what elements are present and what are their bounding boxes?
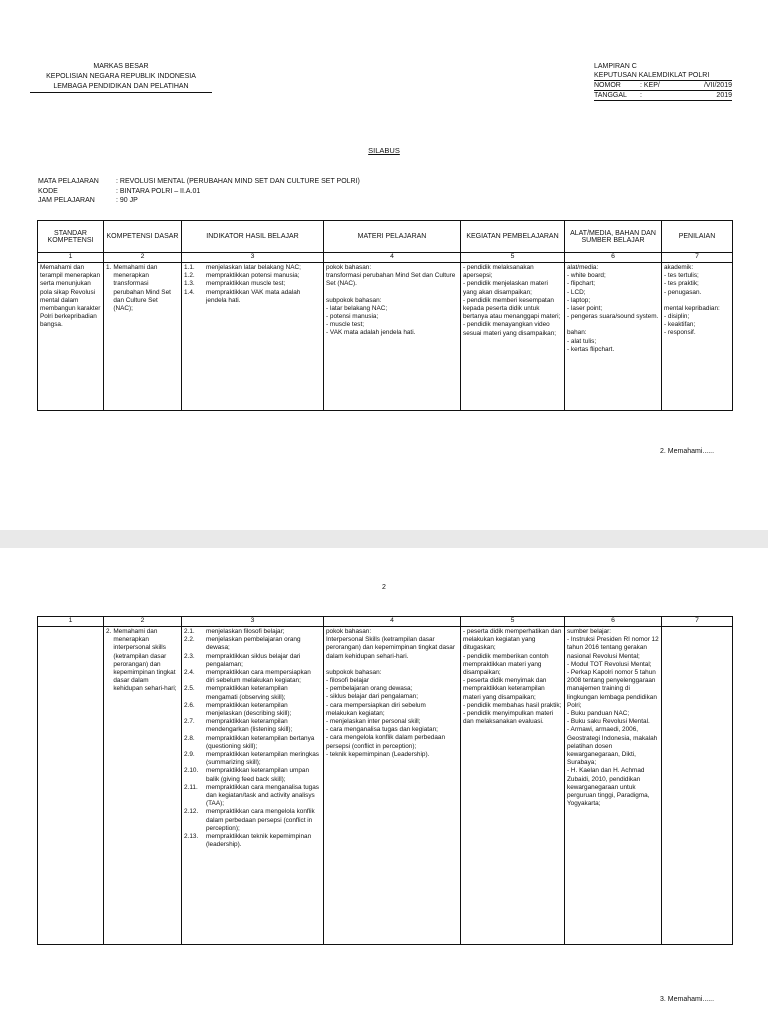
lampiran-label: LAMPIRAN C: [594, 63, 637, 70]
cell-line: - potensi manusia;: [326, 313, 379, 321]
col-header: INDIKATOR HASIL BELAJAR: [182, 221, 324, 253]
col-number: 5: [461, 617, 565, 627]
indikator-number: 2.2.: [184, 636, 195, 644]
tanggal-tail: 2019: [716, 92, 732, 99]
cell-line: bahan:: [567, 329, 587, 337]
table-row: [38, 263, 733, 411]
cell-line: pokok bahasan:: [326, 628, 372, 635]
indikator-list: [182, 263, 324, 411]
meta-value: : 90 JP: [116, 197, 138, 204]
cell-line: - pendidik menyimpulkan materi dan melaksanakan evaluasi.: [463, 710, 554, 726]
cell-line: - Perkap Kapolri nomor 5 tahun 2008 tentang penyelenggaraan manajemen training di lingkungan lembaga pendidikan Polri;: [567, 669, 657, 709]
cell-line: subpokok bahasan:: [326, 296, 382, 304]
indikator-number: 2.12.: [184, 808, 199, 816]
cell-line: - pendidik memberi kesempatan kepada peserta didik untuk bertanya atau menanggapi materi;: [463, 296, 561, 321]
indikator-number: 2.3.: [184, 652, 195, 660]
indikator-text: mempraktikkan keterampilan bertanya (questioning skill);: [206, 734, 315, 750]
cell-line: - pendidik melaksanakan apersepsi;: [463, 264, 534, 280]
indikator-number: 2.9.: [184, 751, 195, 759]
cell-line: - flipchart;: [567, 280, 596, 288]
indikator-item: [184, 808, 321, 833]
indikator-text: mempraktikkan keterampilan menjelaskan (describing skill);: [206, 701, 292, 718]
cell-line: akademik:: [664, 264, 694, 271]
col-number: 4: [324, 253, 461, 263]
indikator-number: 1.2.: [184, 272, 195, 280]
cell-line: alat/media:: [567, 264, 599, 271]
tanggal-label: TANGGAL: [594, 92, 627, 99]
indikator-text: mempraktikkan cara mempersiapkan diri sebelum melakukan kegiatan;: [206, 669, 311, 685]
cell-line: subpokok bahasan:: [326, 668, 382, 676]
alat-list: [565, 627, 662, 945]
indikator-item: [184, 264, 321, 272]
indikator-item: [184, 628, 321, 636]
tanggal-value: :: [640, 92, 642, 99]
cell-line: - tes praktik;: [664, 280, 699, 288]
cell-line: [326, 661, 458, 669]
col-header: MATERI PELAJARAN: [324, 221, 461, 253]
indikator-item: [184, 751, 321, 767]
cell-line: - laser point;: [567, 305, 603, 313]
indikator-item: [184, 718, 321, 734]
indikator-text: mempraktikkan cara menganalisa tugas dan kegiatan/task and activity analisys (TAA);: [206, 783, 319, 808]
cell-line: - siklus belajar dari pengalaman;: [326, 693, 419, 701]
kompetensi-dasar: Memahami dan menerapkan interpersonal skills (ketrampilan dasar perorangan) dan kepemimpinan tingkat dasar dalam kehidupan sehari-hari;: [113, 628, 177, 693]
cell-line: - H. Kaelan dan H. Achmad Zubaidi, 2010, pendidikan kewarganegaraan untuk perguruan tinggi, Paradigma, Yogyakarta;: [567, 767, 650, 808]
indikator-item: [184, 636, 321, 652]
cell-line: pokok bahasan:: [326, 264, 372, 271]
cell-line: - alat tulis;: [567, 337, 597, 345]
indikator-item: [184, 735, 321, 751]
page-number: 2: [382, 584, 386, 591]
indikator-number: 1.3.: [184, 280, 195, 288]
syllabus-table-1: [37, 220, 733, 411]
cell-line: - VAK mata adalah jendela hati.: [326, 329, 416, 337]
col-number: 3: [182, 617, 324, 627]
cell-line: - responsif.: [664, 329, 696, 337]
kegiatan-list: [461, 263, 565, 411]
indikator-text: menjelaskan pembelajaran orang dewasa;: [206, 636, 301, 652]
indikator-item: [184, 653, 321, 669]
cell-line: mental kepribadian:: [664, 304, 720, 312]
header-line-1: MARKAS BESAR: [93, 63, 149, 70]
indikator-number: 2.4.: [184, 669, 195, 677]
indikator-item: [184, 289, 321, 305]
indikator-text: mempraktikkan teknik kepemimpinan (leadership).: [206, 833, 312, 849]
kd-number: 1.: [106, 264, 112, 271]
cell-line: - LCD;: [567, 288, 586, 296]
indikator-number: 2.6.: [184, 701, 195, 709]
cell-line: - kertas flipchart.: [567, 345, 615, 353]
indikator-text: mempraktikkan muscle test;: [206, 280, 286, 288]
penilaian-empty: [662, 627, 733, 945]
col-number: 7: [662, 253, 733, 263]
standar-kompetensi-empty: [38, 627, 104, 945]
indikator-number: 2.13.: [184, 833, 199, 841]
cell-line: - tes tertulis;: [664, 272, 699, 280]
page-2: [0, 548, 768, 1024]
indikator-item: [184, 767, 321, 783]
meta-value: : REVOLUSI MENTAL (PERUBAHAN MIND SET DAN CULTURE SET POLRI): [116, 178, 360, 185]
nomor-label: NOMOR: [594, 82, 621, 89]
cell-line: - pendidik menayangkan video sesuai materi yang disampaikan;: [463, 321, 557, 337]
indikator-number: 2.11.: [184, 783, 198, 791]
standar-kompetensi: Memahami dan terampil menerapkan serta menunjukan pola sikap Revolusi mental dalam membangun karakter Polri berkepribadian bangsa.: [40, 264, 101, 329]
nomor-tail: /VII/2019: [703, 82, 732, 89]
cell-line: - pengeras suara/sound system.: [567, 313, 659, 321]
syllabus-table-2: [37, 616, 733, 945]
nomor-value: : KEP/: [640, 82, 660, 89]
col-header: STANDAR KOMPETENSI: [38, 221, 104, 253]
cell-line: - Armawi, armaedi, 2006, Geostrategi Indonesia, makalah pelatihan dosen kewarganegaraan, Dikti, Surabaya;: [567, 726, 658, 767]
cell-line: - muscle test;: [326, 321, 364, 329]
indikator-text: mempraktikkan keterampilan mengamati (observing skill);: [206, 685, 288, 701]
indikator-item: [184, 702, 321, 718]
cell-line: - pembelajaran orang dewasa;: [326, 685, 413, 693]
col-number: 2: [104, 617, 182, 627]
col-number: 7: [662, 617, 733, 627]
header-line-3: LEMBAGA PENDIDIKAN DAN PELATIHAN: [30, 82, 212, 93]
indikator-item: [184, 833, 321, 849]
indikator-text: mempraktikkan VAK mata adalah jendela hati.: [206, 288, 301, 304]
meta-key: MATA PELAJARAN: [38, 178, 99, 185]
cell-line: Interpersonal Skills (ketrampilan dasar perorangan) dan kepemimpinan tingkat dasar dalam kehidupan sehari-hari.: [326, 636, 455, 660]
indikator-list: [182, 627, 324, 945]
cell-line: - keaktifan;: [664, 321, 696, 329]
cell-line: - peserta didik menyimak dan mempraktikkan keterampilan materi yang disampaikan;: [463, 677, 547, 701]
meta-key: KODE: [38, 187, 58, 195]
indikator-item: [184, 669, 321, 685]
materi-list: [324, 263, 461, 411]
keputusan-label: KEPUTUSAN KALEMDIKLAT POLRI: [594, 72, 710, 79]
kompetensi-dasar: Memahami dan menerapkan transformasi perubahan Mind Set dan Culture Set (NAC);: [113, 264, 171, 313]
header-line-2: KEPOLISIAN NEGARA REPUBLIK INDONESIA: [46, 73, 196, 80]
cell-line: sumber belajar:: [567, 628, 612, 635]
cell-line: - teknik kepemimpinan (Leadership).: [326, 750, 430, 758]
cell-line: - white board;: [567, 272, 606, 280]
cell-line: - filosofi belajar: [326, 677, 369, 685]
cell-line: - Buku panduan NAC;: [567, 710, 630, 718]
col-header: KOMPETENSI DASAR: [104, 221, 182, 253]
cell-line: - disiplin;: [664, 313, 690, 321]
col-number: 2: [104, 253, 182, 263]
indikator-item: [184, 272, 321, 280]
cell-line: - pendidik membahas hasil praktik;: [463, 701, 562, 709]
cell-line: - penugasan.: [664, 288, 702, 296]
col-header: KEGIATAN PEMBELAJARAN: [461, 221, 565, 253]
indikator-number: 2.7.: [184, 718, 195, 726]
indikator-item: [184, 685, 321, 701]
cell-line: - peserta didik memperhatikan dan melakukan kegiatan yang ditugaskan;: [463, 628, 562, 652]
col-number: 4: [324, 617, 461, 627]
table-row: [38, 627, 733, 945]
col-number: 1: [38, 617, 104, 627]
kd-number: 2.: [106, 628, 112, 635]
cell-line: - latar belakang NAC;: [326, 304, 388, 312]
continuation-note: 2. Memahami......: [660, 448, 715, 455]
cell-line: - cara mengelola konflik dalam perbedaan persepsi (conflict in perception);: [326, 734, 446, 750]
cell-line: - Modul TOT Revolusi Mental;: [567, 660, 652, 668]
cell-line: [326, 289, 458, 297]
cell-line: - menjelaskan inter personal skill;: [326, 718, 421, 726]
col-number: 6: [565, 253, 662, 263]
cell-line: - laptop;: [567, 296, 591, 304]
cell-line: - cara menganalisa tugas dan kegiatan;: [326, 726, 438, 734]
cell-line: - Buku saku Revolusi Mental.: [567, 718, 650, 726]
document-title: SILABUS: [368, 146, 400, 155]
indikator-number: 2.5.: [184, 685, 195, 693]
indikator-number: 1.4.: [184, 288, 195, 296]
cell-line: [567, 321, 659, 329]
col-number: 5: [461, 253, 565, 263]
indikator-text: menjelaskan filosofi belajar;: [206, 628, 285, 635]
indikator-number: 2.10.: [184, 767, 199, 775]
indikator-number: 2.1.: [184, 628, 195, 635]
meta-key: JAM PELAJARAN: [38, 197, 95, 204]
col-number: 1: [38, 253, 104, 263]
kegiatan-list: [461, 627, 565, 945]
indikator-number: 2.8.: [184, 734, 195, 742]
col-number: 6: [565, 617, 662, 627]
cell-line: - pendidik menjelaskan materi yang akan disampaikan;: [463, 280, 548, 296]
indikator-text: mempraktikkan keterampilan umpan balik (giving feed back skill);: [206, 767, 310, 783]
cell-line: - pendidik memberikan contoh mempraktikkan materi yang disampaikan;: [463, 652, 549, 677]
indikator-text: mempraktikkan siklus belajar dari pengalaman;: [206, 652, 301, 668]
cell-line: - Instruksi Presiden RI nomor 12 tahun 2016 tentang gerakan nasional Revolusi Mental;: [567, 636, 659, 660]
indikator-text: mempraktikkan keterampilan meringkas (summarizing skill);: [206, 751, 319, 767]
indikator-text: menjelaskan latar belakang NAC;: [206, 264, 301, 271]
continuation-note: 3. Memahami......: [660, 996, 715, 1003]
indikator-text: mempraktikkan potensi manusia;: [206, 272, 300, 280]
appendix-header: [594, 62, 732, 101]
meta-value: : BINTARA POLRI – II.A.01: [116, 187, 201, 195]
cell-line: - cara mempersiapkan diri sebelum melakukan kegiatan;: [326, 701, 426, 717]
course-meta: [38, 177, 360, 206]
indikator-item: [184, 784, 321, 809]
col-number: 3: [182, 253, 324, 263]
col-header: PENILAIAN: [662, 221, 733, 253]
materi-list: [324, 627, 461, 945]
alat-list: [565, 263, 662, 411]
indikator-text: mempraktikkan keterampilan mendengarkan (listening skill);: [206, 718, 293, 734]
indikator-text: mempraktikkan cara mengelola konflik dalam perbedaan persepsi (conflict in perception);: [206, 808, 315, 832]
indikator-number: 1.1.: [184, 264, 195, 271]
col-header: ALAT/MEDIA, BAHAN DAN SUMBER BELAJAR: [565, 221, 662, 253]
penilaian-list: [662, 263, 733, 411]
indikator-item: [184, 280, 321, 288]
cell-line: transformasi perubahan Mind Set dan Culture Set (NAC).: [326, 272, 456, 288]
cell-line: [664, 297, 730, 305]
institution-header: [30, 62, 212, 93]
